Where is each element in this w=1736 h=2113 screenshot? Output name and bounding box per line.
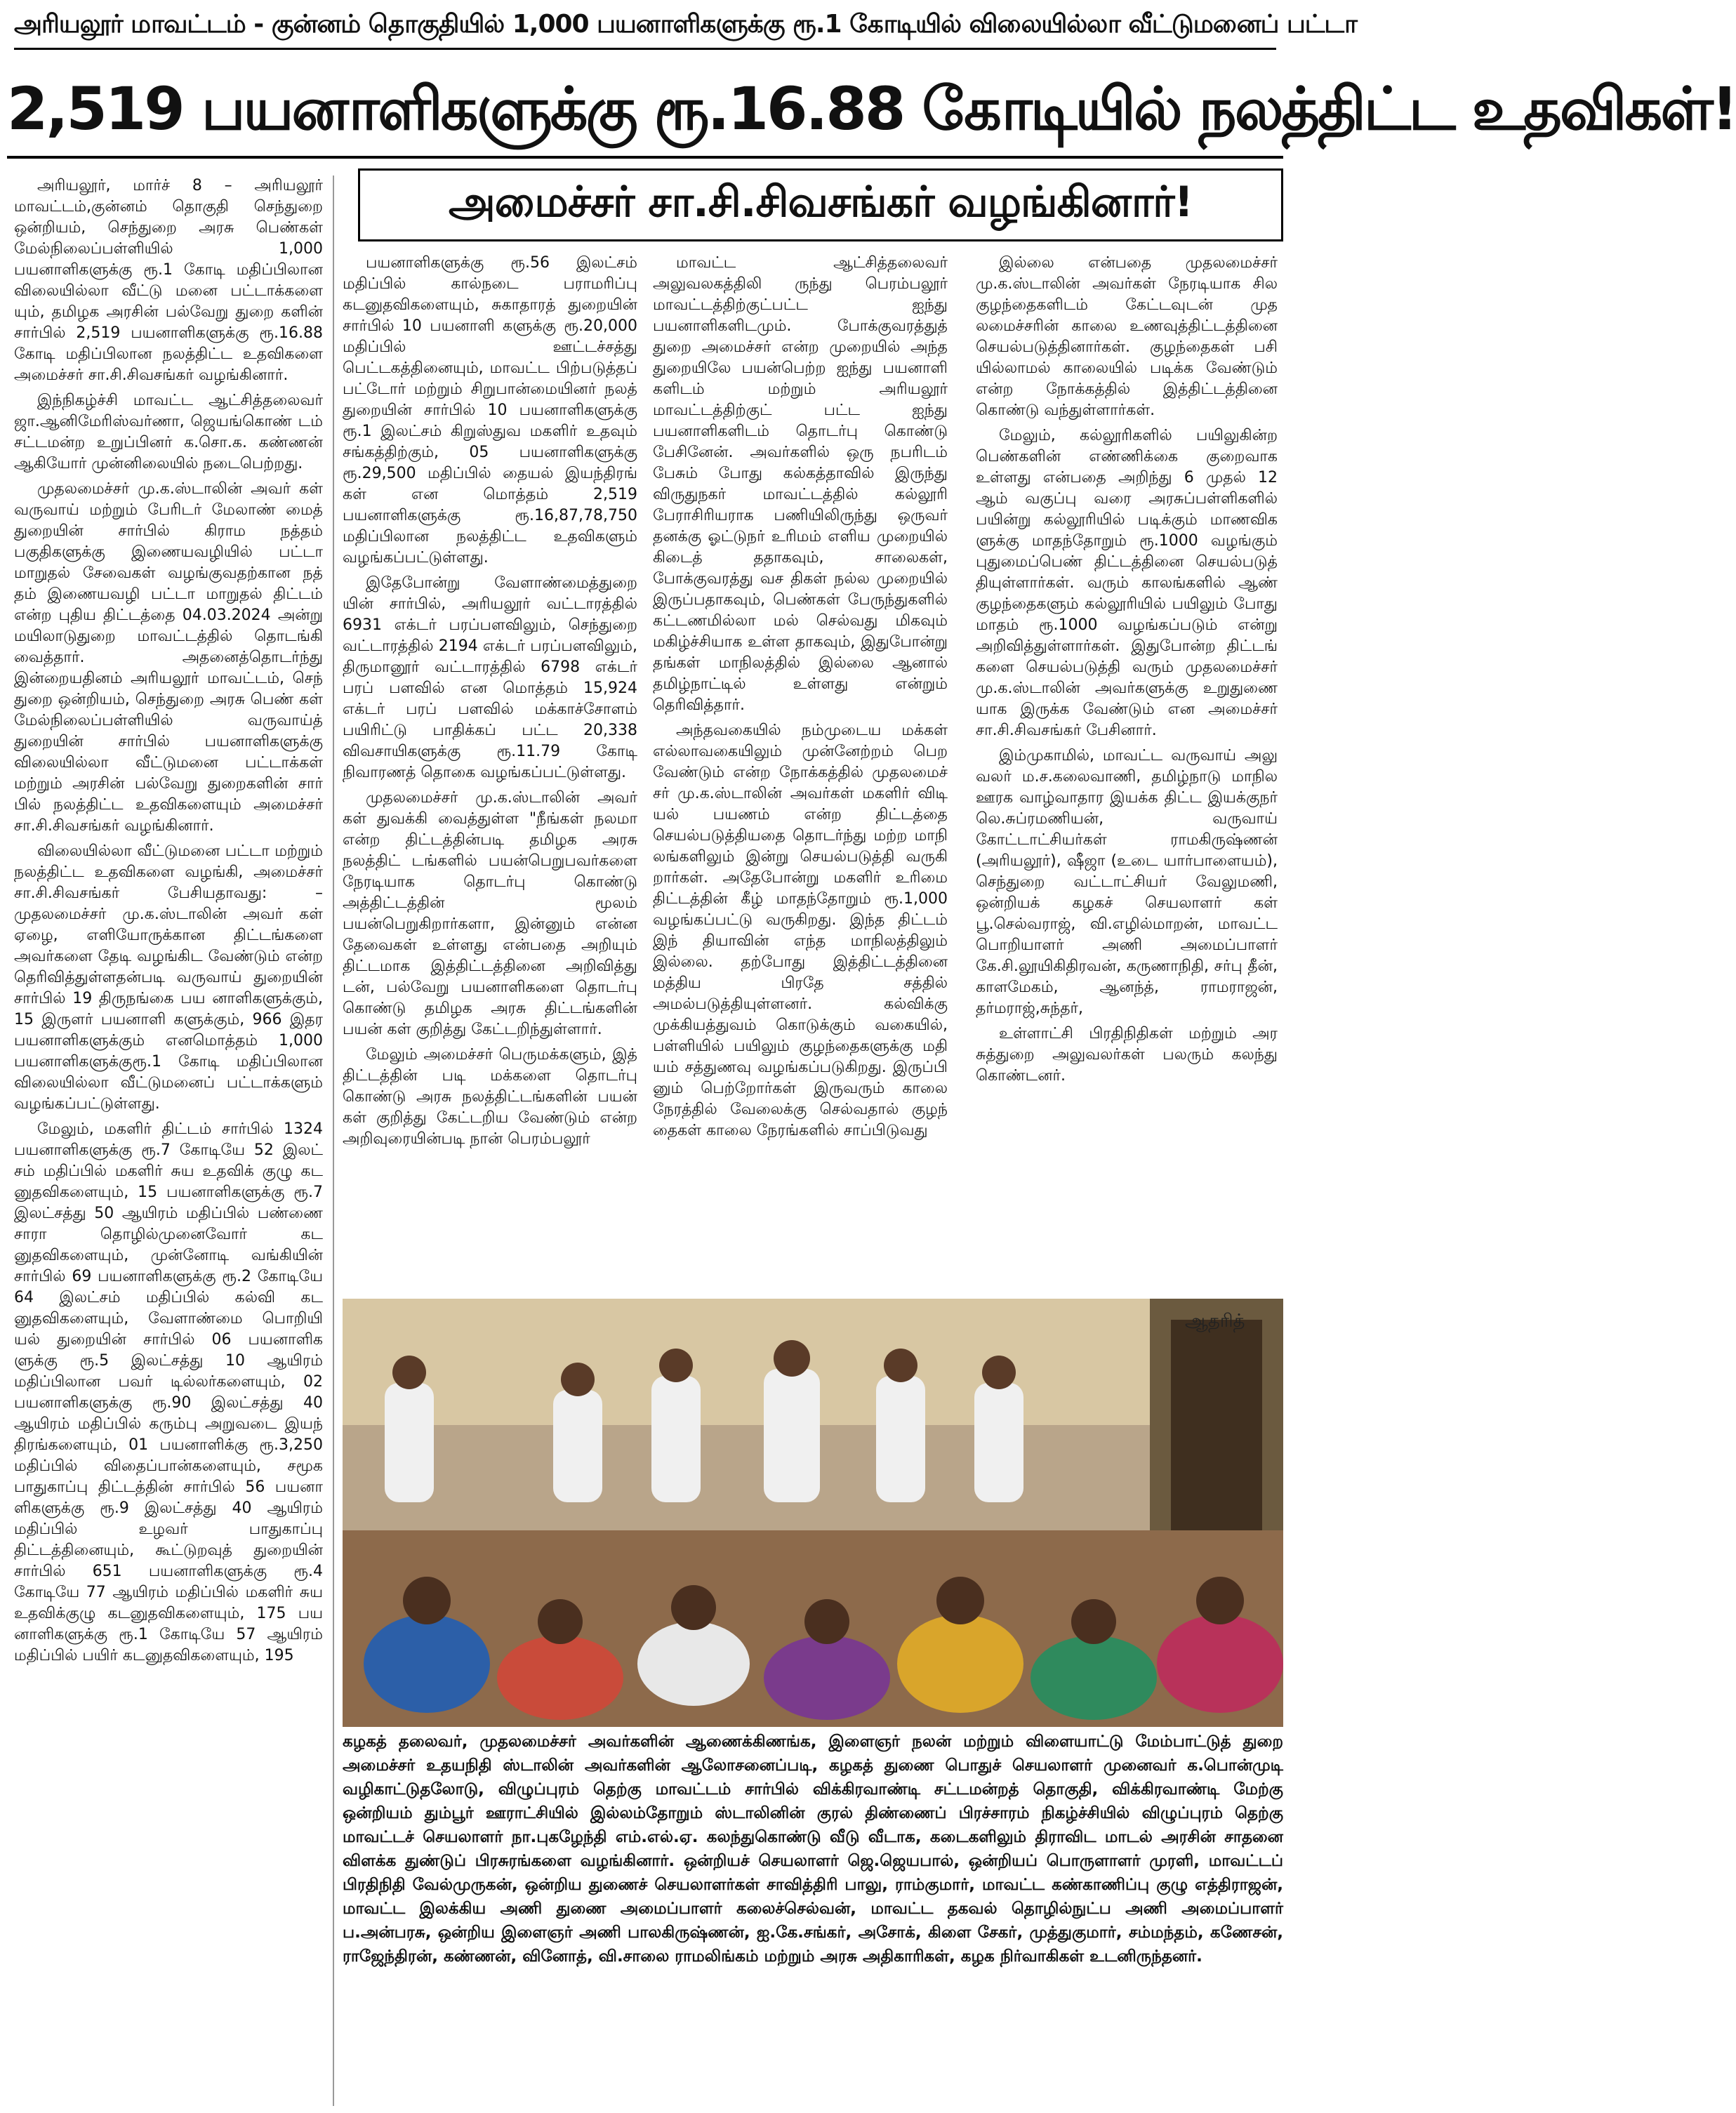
col1-para: இந்நிகழ்ச்சி மாவட்ட ஆட்சித்தலைவர் ஜா.ஆனிமேரிஸ்வர்ணா, ஜெயங்கொண் டம் சட்டமன்ற உறுப்பினர் க.சொ.க. கண்ணன் ஆகியோர் முன்னிலையில் நடைபெற்றது. [14, 392, 323, 472]
col4-para: இல்லை என்பதை முதலமைச்சர் மு.க.ஸ்டாலின் அவர்கள் நேரடியாக சில குழந்தைகளிடம் கேட்டவுடன் முத லமைச்சரின் காலை உணவுத்திட்டத்தினை செயல்படுத்தினார்கள். குழந்தைகள் பசி யில்லாமல் காலையில் படிக்க வேண்டும் என்ற நோக்கத்தில் இத்திட்டத்தினை கொண்டு வந்துள்ளார்கள். [976, 254, 1278, 419]
col3-para: மாவட்ட ஆட்சித்தலைவர் அலுவலகத்திலி ருந்து பெரம்பலூர் மாவட்டத்திற்குட்பட்ட ஐந்து பயனாளிகளிடமும். போக்குவரத்துத் துறை அமைச்சர் என்ற முறையில் அந்த துறையிலே பயன்பெற்ற ஐந்து பயனாளி களிடம் மற்றும் அரியலூர் மாவட்டத்திற்குட் பட்ட ஐந்து பயனாளிகளிடம் தொடர்பு கொண்டு பேசினேன். அவர்களில் ஒரு நபரிடம் பேசும் போது கல்கத்தாவில் இருந்து விருதுநகர் மாவட்டத்தில் கல்லூரி பேராசிரியராக பணியிலிருந்து ஒருவர் தனக்கு ஓட்டுநர் உரிமம் எளிய முறையில் கிடைத் ததாகவும், சாலைகள், போக்குவரத்து வச திகள் நல்ல முறையில் இருப்பதாகவும், பெண்கள் பேருந்துகளில் கட்டணமில்லா மல் செல்வது மிகவும் மகிழ்ச்சியாக உள்ள தாகவும், இதுபோன்று தங்கள் மாநிலத்தில் இல்லை ஆனால் தமிழ்நாட்டில் உள்ளது என்றும் தெரிவித்தார். [653, 254, 948, 714]
column-divider [333, 175, 334, 2106]
photo-caption: கழகத் தலைவர், முதலமைச்சர் அவர்களின் ஆணைக்கிணங்க, இளைஞர் நலன் மற்றும் விளையாட்டு மேம்பாட்டுத் துறை அமைச்சர் உதயநிதி ஸ்டாலின் அவர்களின் ஆலோசனைப்படி, கழகத் துணை பொதுச் செயலாளர் முனைவர் க.பொன்முடி வழிகாட்டுதலோடு, விழுப்புரம் தெற்கு மாவட்டம் சார்பில் விக்கிரவாண்டி சட்டமன்றத் தொகுதி, விக்கிரவாண்டி மேற்கு ஒன்றியம் தும்பூர் ஊராட்சியில் இல்லம்தோறும் ஸ்டாலினின் குரல் திண்ணைப் பிரச்சாரம் நிகழ்ச்சியில் விழுப்புரம் தெற்கு மாவட்டச் செயலாளர் நா.புகழேந்தி எம்.எல்.ஏ. கலந்துகொண்டு வீடு வீடாக, கடைகளிலும் திராவிட மாடல் அரசின் சாதனை விளக்க துண்டுப் பிரசுரங்களை வழங்கினார். ஒன்றியச் செயலாளர் ஜெ.ஜெயபால், ஒன்றியப் பொருளாளர் முரளி, மாவட்டப் பிரதிநிதி வேல்முருகன், ஒன்றிய துணைச் செயலாளர்கள் சாவித்திரி பாலு, ராம்குமார், மாவட்ட கண்காணிப்பு குழு எத்திராஜன், மாவட்ட இலக்கிய அணி துணை அமைப்பாளர் கலைச்செல்வன், மாவட்ட தகவல் தொழில்நுட்ப அணி அமைப்பாளர் ப.அன்பரசு, ஒன்றிய இளைஞர் அணி பாலகிருஷ்ணன், ஐ.கே.சங்கர், அசோக், கிளை சேகர், முத்துகுமார், சம்மந்தம், கணேசன், ராஜேந்திரன், கண்ணன், வினோத், வி.சாலை ராமலிங்கம் மற்றும் அரசு அதிகாரிகள், கழக நிர்வாகிகள் உடனிருந்தனர். [343, 1733, 1283, 1966]
photo-illustration [343, 1299, 1283, 1727]
col4-para: மேலும், கல்லூரிகளில் பயிலுகின்ற பெண்களின் எண்ணிக்கை குறைவாக உள்ளது என்பதை அறிந்து 6 முதல் 12 ஆம் வகுப்பு வரை அரசுப்பள்ளிகளில் பயின்று கல்லூரியில் படிக்கும் மாணவிக ளுக்கு மாதந்தோறும் ரூ.1000 வழங்கும் புதுமைப்பெண் திட்டத்தினை செயல்படுத் தியுள்ளார்கள். வரும் காலங்களில் ஆண் குழந்தைகளும் கல்லூரியில் பயிலும் போது மாதம் ரூ.1000 வழங்கப்படும் என்று அறிவித்துள்ளார்கள். இதுபோன்ற திட்டங் களை செயல்படுத்தி வரும் முதலமைச்சர் மு.க.ஸ்டாலின் அவர்களுக்கு உறுதுணை யாக இருக்க வேண்டும் என அமைச்சர் சா.சி.சிவசங்கர் பேசினார். [976, 427, 1278, 739]
col1-para: அரியலூர், மார்ச் 8 – அரியலூர் மாவட்டம்,குன்னம் தொகுதி செந்துறை ஒன்றியம், செந்துறை அரசு பெண்கள் மேல்நிலைப்பள்ளியில் 1,000 பயனாளிகளுக்கு ரூ.1 கோடி மதிப்பிலான விலையில்லா வீட்டு மனை பட்டாக்களை யும், தமிழக அரசின் பல்வேறு துறை களின் சார்பில் 2,519 பயனாளிகளுக்கு ரூ.16.88 கோடி மதிப்பிலான நலத்திட்ட உதவிகளை அமைச்சர் சா.சி.சிவசங்கர் வழங்கினார். [14, 177, 323, 384]
col2-para: முதலமைச்சர் மு.க.ஸ்டாலின் அவர் கள் துவக்கி வைத்துள்ள "நீங்கள் நலமா என்ற திட்டத்தின்படி தமிழக அரசு நலத்திட் டங்களில் பயன்பெறுபவர்களை நேரடியாக தொடர்பு கொண்டு அத்திட்டத்தின் மூலம் பயன்பெறுகிறார்களா, இன்னும் என்ன தேவைகள் உள்ளது என்பதை அறியும் திட்டமாக இத்திட்டத்தினை அறிவித்து டன், பல்வேறு பயனாளிகளை தொடர்பு கொண்டு தமிழக அரசு திட்டங்களின் பயன் கள் குறித்து கேட்டறிந்துள்ளார். [343, 789, 637, 1038]
col4-para: உள்ளாட்சி பிரதிநிதிகள் மற்றும் அர சுத்துறை அலுவலர்கள் பலரும் கலந்து கொண்டனர். [976, 1025, 1278, 1085]
col1-para: மேலும், மகளிர் திட்டம் சார்பில் 1324 பயனாளிகளுக்கு ரூ.7 கோடியே 52 இலட் சம் மதிப்பில் மகளிர் சுய உதவிக் குழு கட னுதவிகளையும், 15 பயனாளிகளுக்கு ரூ.7 இலட்சத்து 50 ஆயிரம் மதிப்பில் பண்ணை சாரா தொழில்முனைவோர் கட னுதவிகளையும், முன்னோடி வங்கியின் சார்பில் 69 பயனாளிகளுக்கு ரூ.2 கோடியே 64 இலட்சம் மதிப்பில் கல்வி கட னுதவிகளையும், வேளாண்மை பொறியி யல் துறையின் சார்பில் 06 பயனாளிக ளுக்கு ரூ.5 இலட்சத்து 10 ஆயிரம் மதிப்பிலான பவர் டில்லர்களையும், 02 பயனாளிகளுக்கு ரூ.90 இலட்சத்து 40 ஆயிரம் மதிப்பில் கரும்பு அறுவடை இயந் திரங்களையும், 01 பயனாளிக்கு ரூ.3,250 மதிப்பில் விதைப்பான்களையும், சமூக பாதுகாப்பு திட்டத்தின் சார்பில் 56 பயனா ளிகளுக்கு ரூ.9 இலட்சத்து 40 ஆயிரம் மதிப்பில் உழவர் பாதுகாப்பு திட்டத்தினையும், கூட்டுறவுத் துறையின் சார்பில் 651 பயனாளிகளுக்கு ரூ.4 கோடியே 77 ஆயிரம் மதிப்பில் மகளிர் சுய உதவிக்குழு கடனுதவிகளையும், 175 பய னாளிகளுக்கு ரூ.1 கோடியே 57 ஆயிரம் மதிப்பில் பயிர் கடனுதவிகளையும், 195 [14, 1120, 323, 1664]
col4-para: இம்முகாமில், மாவட்ட வருவாய் அலு வலர் ம.ச.கலைவாணி, தமிழ்நாடு மாநில ஊரக வாழ்வாதார இயக்க திட்ட இயக்குநர் லெ.சுப்ரமணியன், வருவாய் கோட்டாட்சியர்கள் ராமகிருஷ்ணன் (அரியலூர்), ஷீஜா (உடை யார்பாளையம்), செந்துறை வட்டாட்சியர் வேலுமணி, ஒன்றியக் கழகச் செயலாளர் கள் பூ.செல்வராஜ், வி.எழில்மாறன், மாவட்ட பொறியாளர் அணி அமைப்பாளர் கே.சி.லூயிகிதிரவன், கருணாநிதி, சர்பு தீன், காளமேகம், ஆனந்த், ராமராஜன், தர்மராஜ்,சுந்தர், [976, 747, 1278, 1017]
event-photo [343, 1299, 1283, 1727]
col2-para: பயனாளிகளுக்கு ரூ.56 இலட்சம் மதிப்பில் கால்நடை பராமரிப்பு கடனுதவிகளையும், சுகாதாரத் துறையின் சார்பில் 10 பயனாளி களுக்கு ரூ.20,000 மதிப்பில் ஊட்டச்சத்து பெட்டகத்தினையும், மாவட்ட பிற்படுத்தப் பட்டோர் மற்றும் சிறுபான்மையினர் நலத் துறையின் சார்பில் 10 பயனாளிகளுக்கு ரூ.1 இலட்சம் கிறுஸ்துவ மகளிர் உதவும் சங்கத்திற்கும், 05 பயனாளிகளுக்கு ரூ.29,500 மதிப்பில் தையல் இயந்திரங் கள் என மொத்தம் 2,519 பயனாளிகளுக்கு ரூ.16,87,78,750 மதிப்பிலான நலத்திட்ட உதவிகளும் வழங்கப்பட்டுள்ளது. [343, 254, 637, 567]
main-headline: 2,519 பயனாளிகளுக்கு ரூ.16.88 கோடியில் நலத்திட்ட உதவிகள்! [7, 74, 1736, 143]
wall-text: ஆதரித் [1185, 1311, 1245, 1332]
col2-para: மேலும் அமைச்சர் பெருமக்களும், இத் திட்டத்தின் படி மக்களை தொடர்பு கொண்டு அரசு நலத்திட்டங்களின் பயன் கள் குறித்து கேட்டறிய வேண்டும் என்ற அறிவுரையின்படி நான் பெரம்பலூர் [343, 1046, 637, 1148]
article-column-1 [14, 175, 323, 2106]
article-column-2 [343, 253, 637, 1285]
article-column-4 [976, 253, 1278, 1285]
subheadline-box: அமைச்சர் சா.சி.சிவசங்கர் வழங்கினார்! [358, 168, 1283, 241]
headline-rule [7, 156, 1283, 159]
col1-para: விலையில்லா வீட்டுமனை பட்டா மற்றும் நலத்திட்ட உதவிகளை வழங்கி, அமைச்சர் சா.சி.சிவசங்கர் பேசியதாவது: – முதலமைச்சர் மு.க.ஸ்டாலின் அவர் கள் ஏழை, எளியோருக்கான திட்டங்களை அவர்களை தேடி வழங்கிட வேண்டும் என்ற தெரிவித்துள்ளதன்படி வருவாய் துறையின் சார்பில் 19 திருநங்கை பய னாளிகளுக்கும், 15 இருளர் பயனாளி களுக்கும், 966 இதர பயனாளிகளுக்கும் எனமொத்தம் 1,000 பயனாளிகளுக்குரூ.1 கோடி மதிப்பிலான விலையில்லா வீட்டுமனைப் பட்டாக்களும் வழங்கப்பட்டுள்ளது. [14, 842, 323, 1113]
col1-para: முதலமைச்சர் மு.க.ஸ்டாலின் அவர் கள் வருவாய் மற்றும் பேரிடர் மேலாண் மைத் துறையின் சார்பில் கிராம நத்தம் பகுதிகளுக்கு இணையவழியில் பட்டா மாறுதல் சேவைகள் வழங்குவதற்கான நத் தம் இணையவழி பட்டா மாறுதல் திட்டம் என்ற புதிய திட்டத்தை 04.03.2024 அன்று மயிலாடுதுறை மாவட்டத்தில் தொடங்கி வைத்தார். அதனைத்தொடர்ந்து இன்றையதினம் அரியலூர் மாவட்டம், செந் துறை ஒன்றியம், செந்துறை அரசு பெண் கள் மேல்நிலைப்பள்ளியில் வருவாய்த் துறையின் சார்பில் பயனாளிகளுக்கு விலையில்லா வீட்டுமனை பட்டாக்கள் மற்றும் அரசின் பல்வேறு துறைகளின் சார் பில் நலத்திட்ட உதவிகளையும் அமைச்சர் சா.சி.சிவசங்கர் வழங்கினார். [14, 480, 323, 835]
article-column-3 [653, 253, 948, 1285]
kicker-headline: அரியலூர் மாவட்டம் - குன்னம் தொகுதியில் 1,000 பயனாளிகளுக்கு ரூ.1 கோடியில் விலையில்லா வீட்டுமனைப் பட்டா [14, 10, 1276, 50]
col2-para: இதேபோன்று வேளாண்மைத்துறை யின் சார்பில், அரியலூர் வட்டாரத்தில் 6931 எக்டர் பரப்பளவிலும், செந்துறை வட்டாரத்தில் 2194 எக்டர் பரப்பளவிலும், திருமானூர் வட்டாரத்தில் 6798 எக்டர் பரப் பளவில் என மொத்தம் 15,924 எக்டர் பரப் பளவில் மக்காச்சோளம் பயிரிட்டு பாதிக்கப் பட்ட 20,338 விவசாயிகளுக்கு ரூ.11.79 கோடி நிவாரணத் தொகை வழங்கப்பட்டுள்ளது. [343, 574, 637, 781]
col3-para: அந்தவகையில் நம்முடைய மக்கள் எல்லாவகையிலும் முன்னேற்றம் பெற வேண்டும் என்ற நோக்கத்தில் முதலமைச் சர் மு.க.ஸ்டாலின் அவர்கள் மகளிர் விடி யல் பயணம் என்ற திட்டத்தை செயல்படுத்தியதை தொடர்ந்து மற்ற மாநி லங்களிலும் இன்று செயல்படுத்தி வருகி றார்கள். அதேபோன்று மகளிர் உரிமை திட்டத்தின் கீழ் மாதந்தோறும் ரூ.1,000 வழங்கப்பட்டு வருகிறது. இந்த திட்டம் இந் தியாவின் எந்த மாநிலத்திலும் இல்லை. தற்போது இத்திட்டத்தினை மத்திய பிரதே சத்தில் அமல்படுத்தியுள்ளனர். கல்விக்கு முக்கியத்துவம் கொடுக்கும் வகையில், பள்ளியில் பயிலும் குழந்தைகளுக்கு மதி யம் சத்துணவு வழங்கப்படுகிறது. இருப்பி னும் பெற்றோர்கள் இருவரும் காலை நேரத்தில் வேலைக்கு செல்வதால் குழந் தைகள் காலை நேரங்களில் சாப்பிடுவது [653, 722, 948, 1139]
